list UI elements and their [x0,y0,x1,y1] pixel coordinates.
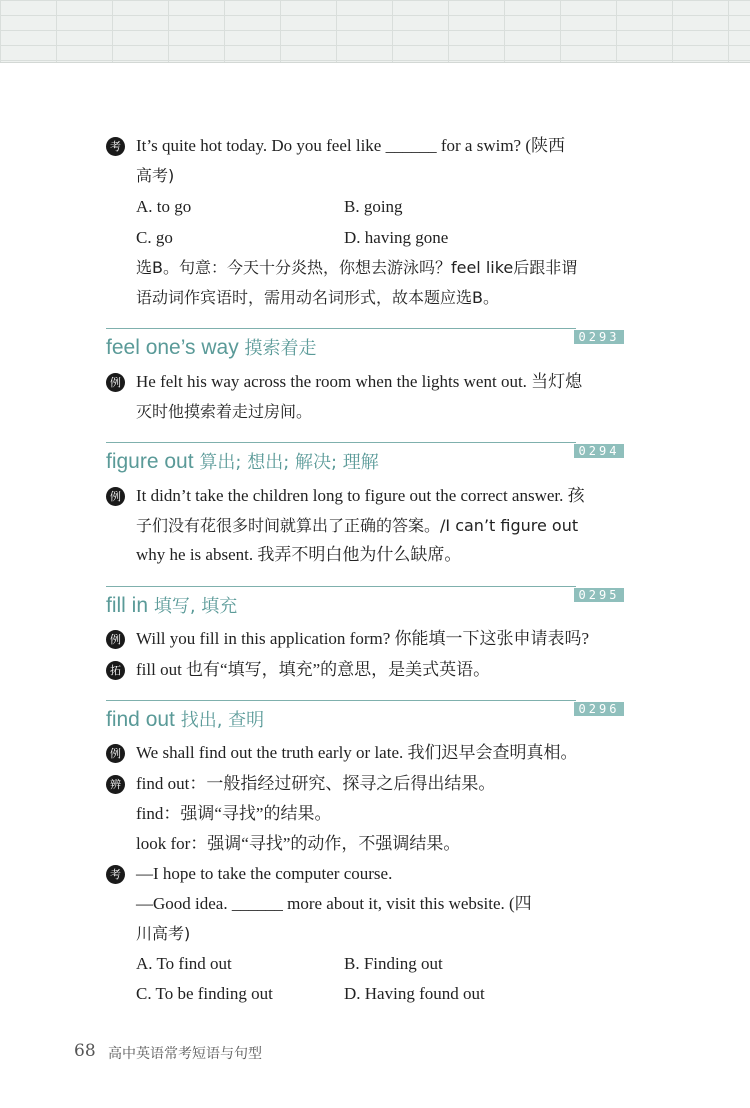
example-marker-icon: 例 [106,744,125,763]
extension-marker-icon: 拓 [106,661,125,680]
example-marker-icon: 例 [106,487,125,506]
entry-heading [106,334,317,360]
entry-number: 0293 [574,330,624,344]
phrase: find out [106,708,175,731]
entry-heading [106,592,237,618]
exam-marker-icon: 考 [106,137,125,156]
extension-line: fill out 也有“填写，填充”的意思，是美式英语。 [136,660,491,679]
question-line: —I hope to take the computer course. [136,864,393,883]
exam-marker-icon: 考 [106,865,125,884]
phrase-meaning: 摸索着走 [244,338,317,359]
example-line: Will you fill in this application form? 你能填一下这张申请表吗? [136,629,590,648]
entry-heading [106,448,379,474]
example-line: 子们没有花很多时间就算出了正确的答案。/I can’t figure out [136,516,579,535]
example-line: why he is absent. 我弄不明白他为什么缺席。 [136,545,462,564]
distinguish-line: find：强调“寻找”的结果。 [136,804,332,823]
entry-number: 0296 [574,702,624,716]
distinguish-marker-icon: 辨 [106,775,125,794]
phrase-meaning: 填写, 填充 [153,596,238,617]
option-c: C. To be finding out [136,984,273,1003]
distinguish-line: find out：一般指经过研究、探寻之后得出结果。 [136,774,496,793]
brick-header-banner [0,0,750,63]
example-line: 灭时他摸索着走过房间。 [136,402,313,421]
entry-divider [106,442,576,443]
entry-number: 0294 [574,444,624,458]
example-line: We shall find out the truth early or late. 我们迟早会查明真相。 [136,743,578,762]
book-title: 高中英语常考短语与句型 [108,1046,262,1062]
option-a: A. To find out [136,954,232,973]
phrase: figure out [106,450,194,473]
explanation-line: 选B。句意：今天十分炎热，你想去游泳吗？feel like后跟非谓 [136,258,578,277]
option-a: A. to go [136,197,192,216]
option-d: D. Having found out [344,984,485,1003]
option-c: C. go [136,228,173,247]
phrase-meaning: 算出; 想出; 解决; 理解 [199,452,379,473]
entry-divider [106,700,576,701]
distinguish-line: look for：强调“寻找”的动作，不强调结果。 [136,834,461,853]
question-line: 高考) [136,166,175,185]
option-b: B. Finding out [344,954,443,973]
example-marker-icon: 例 [106,373,125,392]
question-line: It’s quite hot today. Do you feel like ______ for a swim? (陕西 [136,136,566,155]
entry-divider [106,586,576,587]
phrase: fill in [106,594,149,617]
entry-divider [106,328,576,329]
question-line: —Good idea. ______ more about it, visit this website. (四 [136,894,532,913]
example-line: He felt his way across the room when the lights went out. 当灯熄 [136,372,583,391]
page-number: 68 [74,1041,96,1061]
example-line: It didn’t take the children long to figure out the correct answer. 孩 [136,486,585,505]
example-marker-icon: 例 [106,630,125,649]
option-b: B. going [344,197,403,216]
question-line: 川高考) [136,924,191,943]
option-d: D. having gone [344,228,449,247]
explanation-line: 语动词作宾语时，需用动名词形式，故本题应选B。 [136,288,499,307]
entry-heading [106,706,264,732]
phrase-meaning: 找出, 查明 [180,710,265,731]
entry-number: 0295 [574,588,624,602]
phrase: feel one’s way [106,336,239,359]
